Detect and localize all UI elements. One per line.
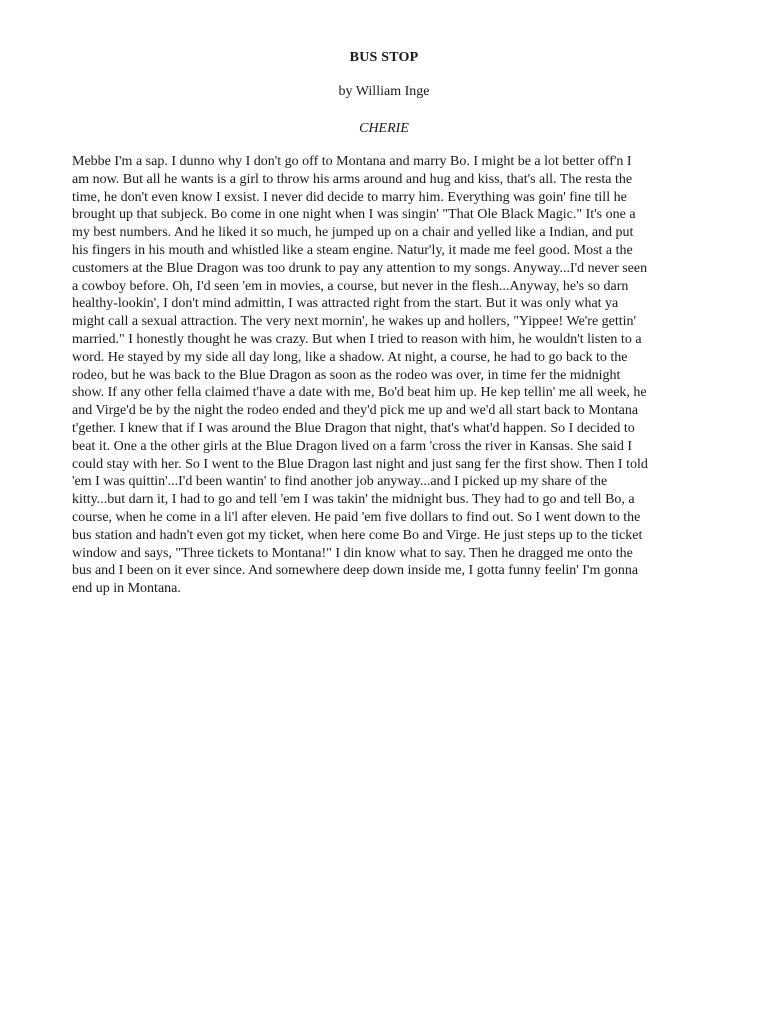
monologue-line: his fingers in his mouth and whistled like a steam engine. Natur'ly, it made me feel good. Most a the (72, 242, 633, 258)
monologue-line: beat it. One a the other girls at the Blue Dragon lived on a farm 'cross the river in Kansas. She said I (72, 438, 633, 454)
monologue-line: kitty...but darn it, I had to go and tell 'em I was takin' the midnight bus. They had to go and tell Bo, a (72, 492, 635, 508)
monologue-line: bus station and hadn't even got my ticket, when here come Bo and Virge. He just steps up to the ticket (72, 527, 643, 543)
monologue-line: brought up that subjeck. Bo come in one night when I was singin' "That Ole Black Magic." It's one a (72, 207, 636, 223)
monologue-line: am now. But all he wants is a girl to throw his arms around and hug and kiss, that's all. The resta the (72, 171, 633, 187)
author-byline: by William Inge (338, 84, 430, 99)
monologue-line: married." I honestly thought he was crazy. But when I tried to reason with him, he wouldn't listen to a (72, 331, 642, 347)
monologue-line: and Virge'd be by the night the rodeo ended and they'd pick me up and we'd all start back to Montana (72, 403, 639, 419)
character-name: CHERIE (359, 121, 409, 136)
monologue-line: Mebbe I'm a sap. I dunno why I don't go off to Montana and marry Bo. I might be a lot better off'n I (72, 154, 632, 169)
monologue-line: bus and I been on it ever since. And somewhere deep down inside me, I gotta funny feelin' I'm gonna (72, 563, 639, 579)
monologue-line: a cowboy before. Oh, I'd seen 'em in movies, a course, but never in the flesh...Anyway, he's so darn (72, 278, 629, 294)
monologue-line: healthy-lookin', I don't mind admittin, I was attracted right from the start. But it was only what ya (72, 296, 619, 312)
monologue-line: t'gether. I knew that if I was around the Blue Dragon that night, that's what'd happen. So I decided to (72, 420, 635, 436)
monologue-line: window and says, "Three tickets to Montana!" I din know what to say. Then he dragged me onto the (72, 545, 633, 561)
document-title: BUS STOP (349, 50, 419, 65)
monologue-line: show. If any other fella claimed t'have a date with me, Bo'd beat him up. He kep tellin' me all week, he (72, 385, 647, 401)
monologue-line: course, when he come in a li'l after eleven. He paid 'em five dollars to find out. So I went down to the (72, 509, 641, 525)
monologue-line: rodeo, but he was back to the Blue Dragon as soon as the rodeo was over, in time fer the midnight (72, 367, 621, 383)
monologue-line: might call a sexual attraction. The very next mornin', he wakes up and hollers, "Yippee! We're gettin' (72, 314, 637, 330)
monologue-line: could stay with her. So I went to the Blue Dragon last night and just sang fer the first show. Then I told (72, 456, 648, 472)
monologue-line: end up in Montana. (72, 581, 181, 597)
monologue-line: word. He stayed by my side all day long, like a shadow. At night, a course, he had to go back to the (72, 349, 628, 365)
monologue-line: my best numbers. And he liked it so much, he jumped up on a chair and yelled like a Indian, and put (72, 225, 634, 241)
monologue-line: 'em I was quittin'...I'd been wantin' to find another job anyway...and I picked up my share of the (72, 474, 608, 490)
monologue-text (72, 153, 696, 598)
monologue-line: customers at the Blue Dragon was too drunk to pay any attention to my songs. Anyway...I'd never seen (72, 260, 648, 276)
monologue-line: time, he don't even know I exsist. I never did decide to marry him. Everything was goin' fine till he (72, 189, 627, 205)
